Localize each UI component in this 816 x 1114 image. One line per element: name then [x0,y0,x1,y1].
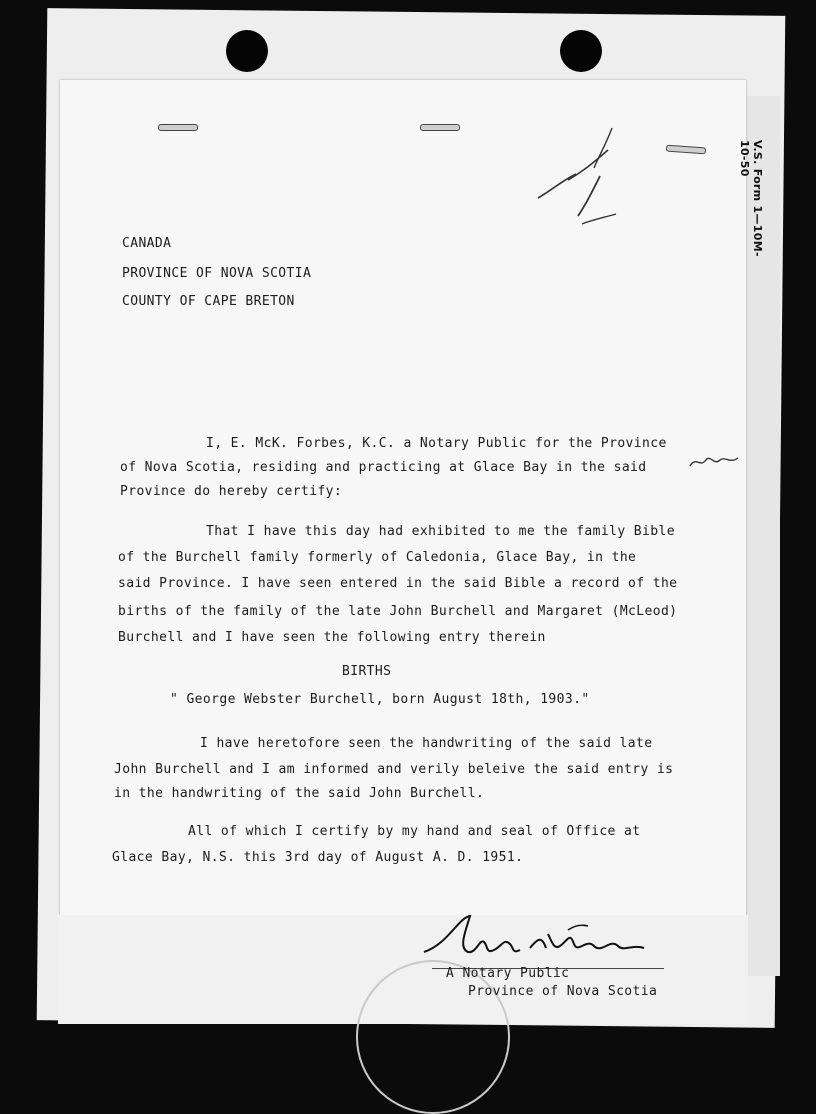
paragraph-3-line-1: I have heretofore seen the handwriting of the said late [200,736,653,751]
punch-hole-left [226,30,268,72]
paragraph-2-line-3: said Province. I have seen entered in the said Bible a record of the [118,576,678,591]
staple-middle [420,124,460,131]
paragraph-2-line-2: of the Burchell family formerly of Caledonia, Glace Bay, in the [118,550,637,565]
form-number-label: V.S. Form 1—10M-10-50 [738,140,764,257]
header-country: CANADA [122,236,172,251]
paragraph-4-line-1: All of which I certify by my hand and seal of Office at [188,824,641,839]
paragraph-2-line-4: births of the family of the late John Burchell and Margaret (McLeod) [118,604,678,619]
signature-jurisdiction: Province of Nova Scotia [468,984,658,999]
paragraph-2-line-1: That I have this day had exhibited to me the family Bible [206,524,675,539]
signature-title: A Notary Public [446,966,570,981]
header-county: COUNTY OF CAPE BRETON [122,294,295,309]
paragraph-3-line-2: John Burchell and I am informed and verily beleive the said entry is [114,762,674,777]
birth-entry: " George Webster Burchell, born August 18th, 1903." [170,692,590,707]
paragraph-2-line-5: Burchell and I have seen the following entry therein [118,630,546,645]
paragraph-1-line-2: of Nova Scotia, residing and practicing at Glace Bay in the said [120,460,647,475]
punch-hole-right [560,30,602,72]
notary-signature [418,908,678,972]
paragraph-1-line-3: Province do hereby certify: [120,484,343,499]
paragraph-4-line-2: Glace Bay, N.S. this 3rd day of August A. D. 1951. [112,850,524,865]
handwritten-margin-note [530,120,640,230]
margin-initial-mark [686,450,746,474]
header-province: PROVINCE OF NOVA SCOTIA [122,266,312,281]
staple-left [158,124,198,131]
paragraph-1-line-1: I, E. McK. Forbes, K.C. a Notary Public for the Province [206,436,667,451]
paragraph-3-line-3: in the handwriting of the said John Burchell. [114,786,485,801]
births-heading: BIRTHS [342,664,392,679]
